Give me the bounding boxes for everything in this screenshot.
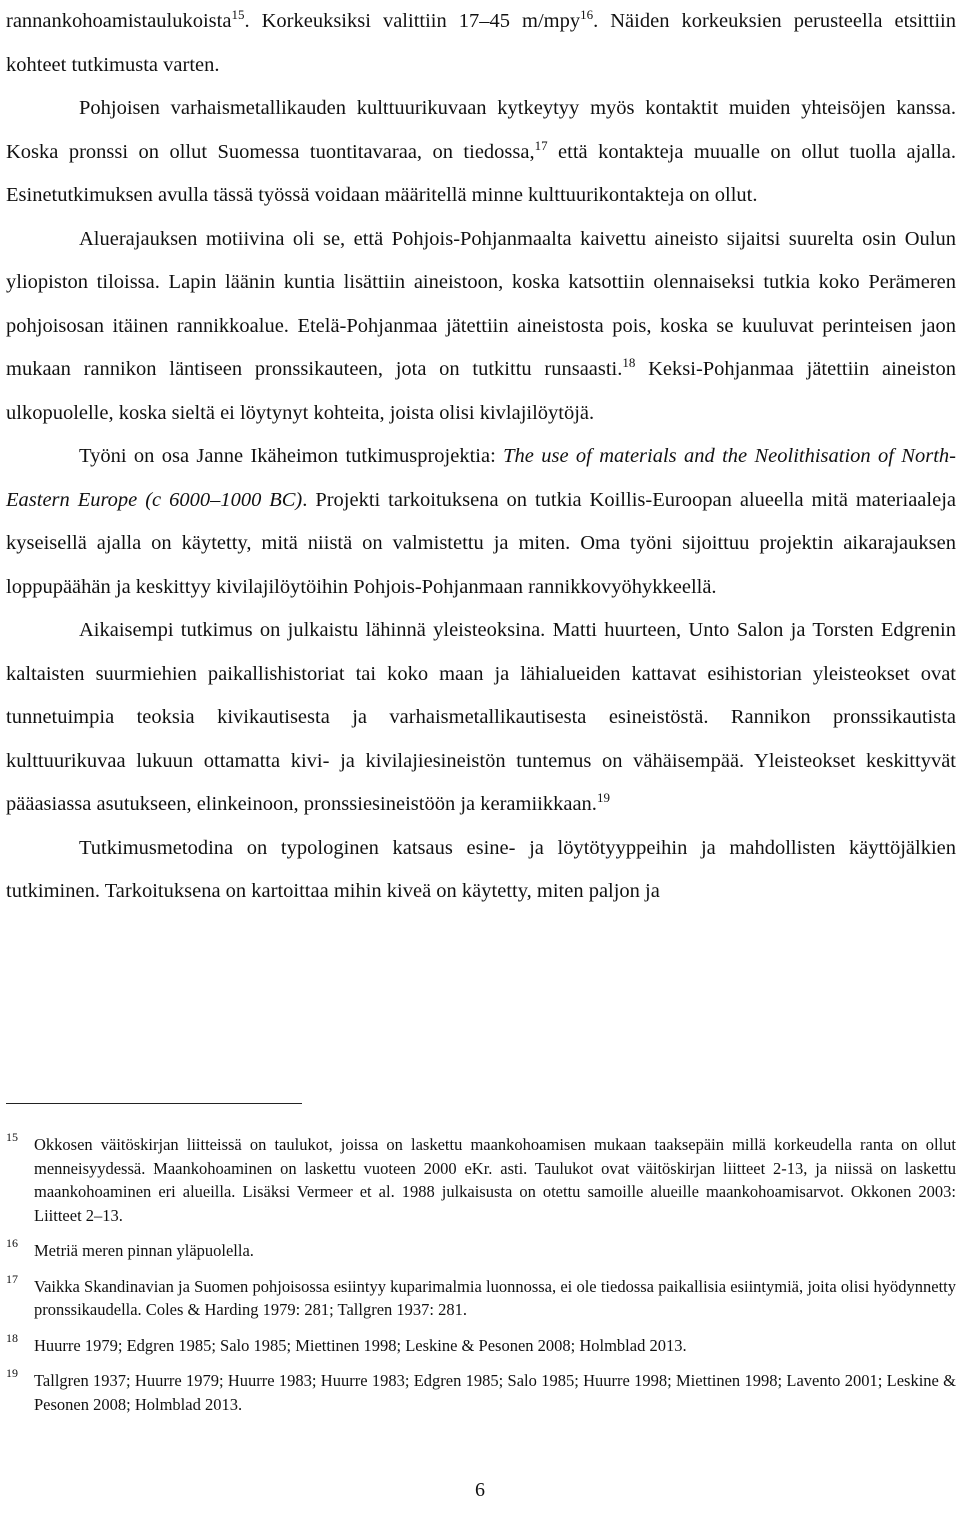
- body-text: [6, 0, 956, 914]
- footnote-ref-18[interactable]: 18: [622, 355, 636, 370]
- paragraph-text: . Projekti tarkoituksena on tutkia Koillis-Euroopan alueella mitä materiaaleja kyseisellä ajalla on käytetty, mitä niistä on valmistettu ja miten. Oma työni sijoittuu projektin aikarajauksen loppupäähän ja keskittyy kivilajilöytöihin Pohjois-Pohjanmaan rannikkovyöhykkeellä.: [6, 488, 956, 598]
- footnote-ref-17[interactable]: 17: [534, 137, 548, 153]
- footnote-15: [6, 1130, 956, 1227]
- paragraph-text: että kontakteja muualle on ollut tuolla ajalla. Esinetutkimuksen avulla tässä työssä voidaan määritellä minne kulttuurikontakteja on ollut.: [6, 140, 956, 206]
- paragraph-6: [6, 827, 956, 914]
- footnote-number: 17: [6, 1271, 18, 1286]
- paragraph-text: Keksi-Pohjanmaa jätettiin aineiston ulkopuolelle, koska sieltä ei löytynyt kohteita, joista olisi kivlajilöytöjä.: [6, 358, 956, 424]
- project-title: The use of materials and the Neolithisation of North-Eastern Europe (c 6000–1000 BC): [6, 445, 956, 511]
- footnote-19: [6, 1366, 956, 1416]
- paragraph-text: . Näiden korkeuksien perusteella etsittiin kohteet tutkimusta varten.: [6, 10, 957, 76]
- footnote-separator: [6, 1103, 302, 1104]
- paragraph-text: Työni on osa Janne Ikäheimon tutkimusprojektia:: [79, 445, 504, 467]
- paragraph-text: Pohjoisen varhaismetallikauden kulttuurikuvaan kytkeytyy myös kontaktit muiden yhteisöjen kanssa. Koska pronssi on ollut Suomessa tuontitavaraa, on tiedossa,: [6, 97, 956, 163]
- footnotes: [6, 1130, 956, 1428]
- paragraph-text: Tutkimusmetodina on typologinen katsaus esine- ja löytötyyppeihin ja mahdollisten käyttöjälkien tutkiminen. Tarkoituksena on kartoittaa mihin kiveä on käytetty, miten paljon ja: [6, 836, 956, 902]
- footnote-number: 16: [6, 1236, 18, 1250]
- paragraph-text: rannankohoamistaulukoista: [6, 10, 232, 32]
- footnote-18: [6, 1330, 956, 1358]
- footnote-17: [6, 1271, 956, 1322]
- paragraph-text: . Korkeuksiksi valittiin 17–45 m/mpy: [244, 10, 581, 32]
- paragraph-1: [6, 0, 956, 87]
- paragraph-4: [6, 435, 956, 609]
- footnote-number: 15: [6, 1130, 18, 1144]
- paragraph-2: [6, 87, 956, 218]
- footnote-text: Huurre 1979; Edgren 1985; Salo 1985; Miettinen 1998; Leskine & Pesonen 2008; Holmblad 2013.: [34, 1335, 687, 1355]
- paragraph-text: Aikaisempi tutkimus on julkaistu lähinnä yleisteoksina. Matti huurteen, Unto Salon ja Torsten Edgrenin kaltaisten suurmiehien paikallishistoriat tai koko maan ja lähialueiden kattavat esihistorian yleisteokset ovat tunnetuimpia teoksia kivikautisesta ja varhaismetallikautisesta esineistöstä. Rannikon pronssikautista kulttuurikuvaa lukuun ottamatta kivi- ja kivilajiesineistön tuntemus on vähäisempää. Yleisteokset keskittyvät pääasiassa asutukseen, elinkeinoon, pronssiesineistöön ja keramiikkaan.: [6, 619, 956, 815]
- footnote-text: Vaikka Skandinavian ja Suomen pohjoisossa esiintyy kuparimalmia luonnossa, ei ole tiedossa paikallisia esiintymiä, joita olisi hyödynnetty pronssikaudella. Coles & Harding 1979: 281; Tallgren 1937: 281.: [34, 1276, 956, 1319]
- footnote-ref-19[interactable]: 19: [596, 790, 610, 805]
- footnote-number: 18: [6, 1330, 18, 1345]
- paragraph-text: Aluerajauksen motiivina oli se, että Pohjois-Pohjanmaalta kaivettu aineisto sijaitsi suurelta osin Oulun yliopiston tiloissa. Lapin läänin kuntia lisättiin aineistoon, koska katsottiin olennaiseksi tutkia koko Perämeren pohjoisosan itäinen rannikkoalue. Etelä-Pohjanmaa jätettiin aineistosta pois, koska se kuuluvat perinteisen jaon mukaan rannikon läntiseen pronssikauteen, jota on tutkittu runsaasti.: [6, 227, 956, 380]
- footnote-text: Okkosen väitöskirjan liitteissä on taulukot, joissa on laskettu maankohoamisen mukaan taaksepäin millä korkeudella ranta on ollut menneisyydessä. Maankohoaminen on laskettu vuoteen 2000 eKr. asti. Taulukot ovat väitöskirjan liitteet 2-13, ja niissä on laskettu maankohoaminen eri alueilla. Lisäksi Vermeer et al. 1988 julkaisusta on otettu samoille alueille maankohoamisarvot. Okkonen 2003: Liitteet 2–13.: [34, 1135, 956, 1225]
- footnote-text: Tallgren 1937; Huurre 1979; Huurre 1983; Huurre 1983; Edgren 1985; Salo 1985; Huurre 1998; Miettinen 1998; Lavento 2001; Leskine & Pesonen 2008; Holmblad 2013.: [34, 1371, 956, 1414]
- paragraph-3: [6, 218, 956, 436]
- footnote-16: [6, 1236, 956, 1263]
- footnote-ref-16[interactable]: 16: [580, 7, 594, 22]
- page-number: 6: [475, 1479, 485, 1501]
- footnote-ref-15[interactable]: 15: [231, 7, 245, 22]
- footnote-text: Metriä meren pinnan yläpuolella.: [34, 1241, 254, 1260]
- paragraph-5: [6, 609, 956, 827]
- document-page: [6, 0, 956, 914]
- footnote-number: 19: [6, 1366, 18, 1380]
